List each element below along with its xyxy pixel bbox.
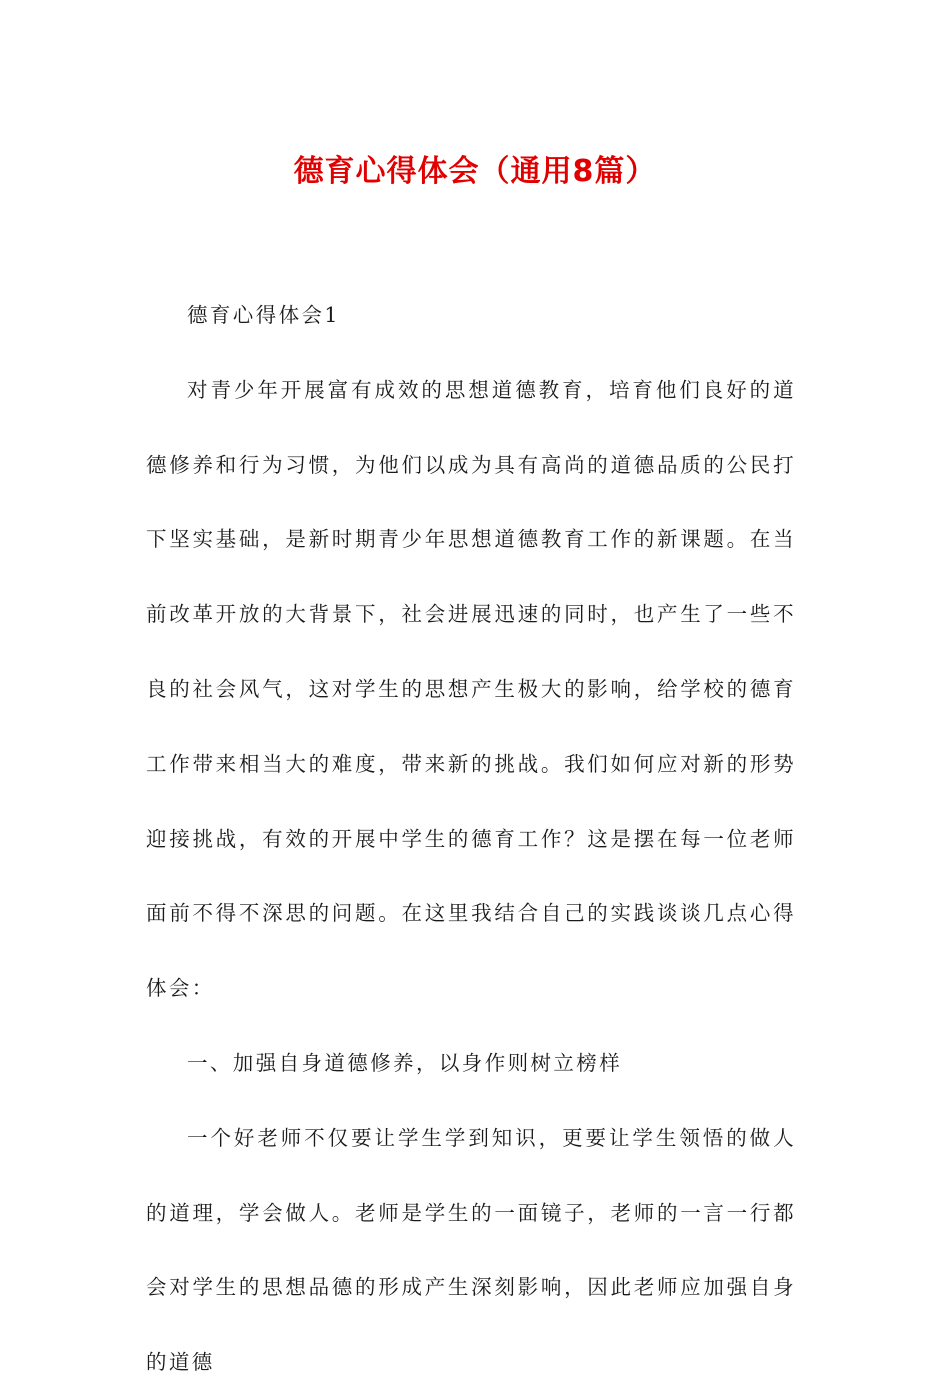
section-heading-point-1: 一、加强自身道德修养，以身作则树立榜样 [187, 1050, 623, 1075]
document-body [146, 278, 796, 1400]
section-heading-1: 德育心得体会1 [187, 303, 340, 327]
document-title: 德育心得体会（通用8篇） [293, 154, 657, 189]
paragraph-intro: 对青少年开展富有成效的思想道德教育，培育他们良好的道德修养和行为习惯，为他们以成为具有高尚的道德品质的公民打下坚实基础，是新时期青少年思想道德教育工作的新课题。在当前改革开放的大背景下，社会进展迅速的同时，也产生了一些不良的社会风气，这对学生的思想产生极大的影响，给学校的德育工作带来相当大的难度，带来新的挑战。我们如何应对新的形势迎接挑战，有效的开展中学生的德育工作？这是摆在每一位老师面前不得不深思的问题。在这里我结合自己的实践谈谈几点心得体会： [146, 377, 796, 1001]
paragraph-point-1: 一个好老师不仅要让学生学到知识，更要让学生领悟的做人的道理，学会做人。老师是学生的一面镜子，老师的一言一行都会对学生的思想品德的形成产生深刻影响，因此老师应加强自身的道德 [146, 1125, 796, 1375]
